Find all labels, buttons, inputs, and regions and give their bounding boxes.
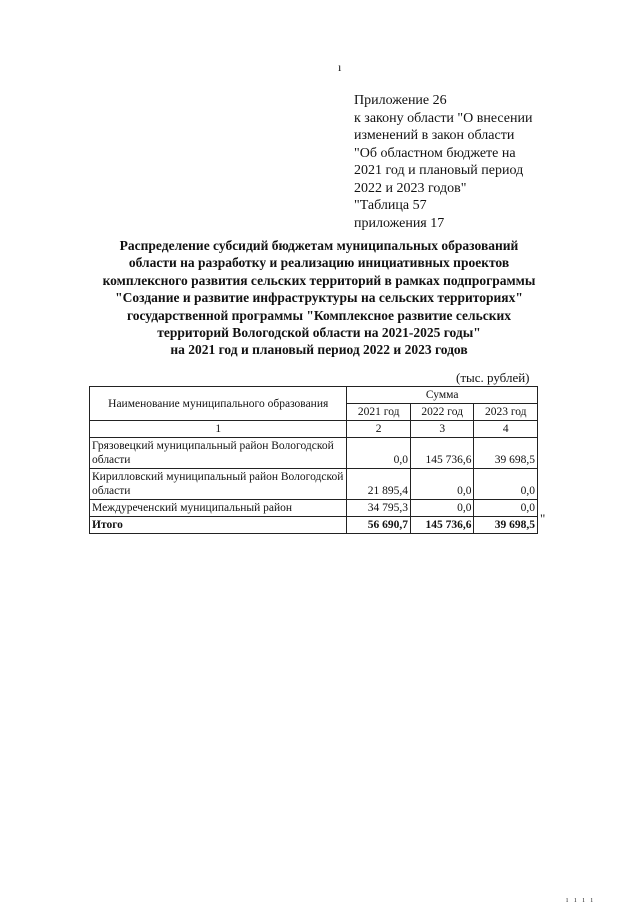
index-cell: 2 <box>347 421 411 438</box>
appendix-line: 2022 и 2023 годов" <box>354 180 467 196</box>
value-2023: 39 698,5 <box>474 438 538 469</box>
title-line: "Создание и развитие инфраструктуры на сельских территориях" <box>115 290 523 306</box>
appendix-line: изменений в закон области <box>354 128 515 143</box>
title-line: государственной программы "Комплексное развитие сельских <box>126 307 512 323</box>
appendix-line: "Об областном бюджете на <box>354 145 516 161</box>
table-index-row <box>90 421 538 438</box>
table-header-row <box>90 387 538 404</box>
edge-mark: ı ı ı ı <box>566 895 595 904</box>
column-header-name: Наименование муниципального образования <box>90 387 347 421</box>
closing-quote: " <box>540 511 546 526</box>
value-2021: 21 895,4 <box>347 469 411 500</box>
appendix-line: к закону области "О внесении <box>354 110 533 126</box>
appendix-line: Приложение 26 <box>354 93 447 108</box>
table-row <box>90 500 538 517</box>
units-label: (тыс. рублей) <box>456 370 530 385</box>
appendix-reference <box>354 92 604 232</box>
value-2022: 0,0 <box>410 469 474 500</box>
title-line: территорий Вологодской области на 2021-2025 годы" <box>157 325 481 341</box>
title-line: на 2021 год и плановый период 2022 и 2023 годов <box>170 342 468 358</box>
document-title <box>80 237 558 359</box>
table-total-row <box>90 517 538 534</box>
value-2023: 0,0 <box>474 500 538 517</box>
title-line: комплексного развития сельских территорий в рамках подпрограммы <box>102 272 536 288</box>
index-cell: 1 <box>90 421 347 438</box>
table-row <box>90 469 538 500</box>
page-mark: ı <box>338 60 342 74</box>
column-header-sum: Сумма <box>347 387 538 404</box>
subsidy-table <box>89 386 538 534</box>
value-2021: 0,0 <box>347 438 411 469</box>
column-header-2022: 2022 год <box>410 404 474 421</box>
total-label: Итого <box>90 517 347 534</box>
value-2023: 0,0 <box>474 469 538 500</box>
column-header-2021: 2021 год <box>347 404 411 421</box>
appendix-line: 2021 год и плановый период <box>354 163 524 178</box>
index-cell: 4 <box>474 421 538 438</box>
appendix-line: приложения 17 <box>354 215 445 231</box>
total-2021: 56 690,7 <box>347 517 411 534</box>
appendix-line: "Таблица 57 <box>354 198 427 213</box>
title-line: области на разработку и реализацию инициативных проектов <box>128 255 510 271</box>
value-2021: 34 795,3 <box>347 500 411 517</box>
total-2022: 145 736,6 <box>410 517 474 534</box>
municipality-name: Междуреченский муниципальный район <box>90 500 347 517</box>
title-line: Распределение субсидий бюджетам муниципальных образований <box>119 238 519 253</box>
municipality-name: Грязовецкий муниципальный район Вологодской области <box>90 438 347 469</box>
value-2022: 145 736,6 <box>410 438 474 469</box>
column-header-2023: 2023 год <box>474 404 538 421</box>
table-row <box>90 438 538 469</box>
value-2022: 0,0 <box>410 500 474 517</box>
municipality-name: Кирилловский муниципальный район Вологодской области <box>90 469 347 500</box>
index-cell: 3 <box>410 421 474 438</box>
total-2023: 39 698,5 <box>474 517 538 534</box>
